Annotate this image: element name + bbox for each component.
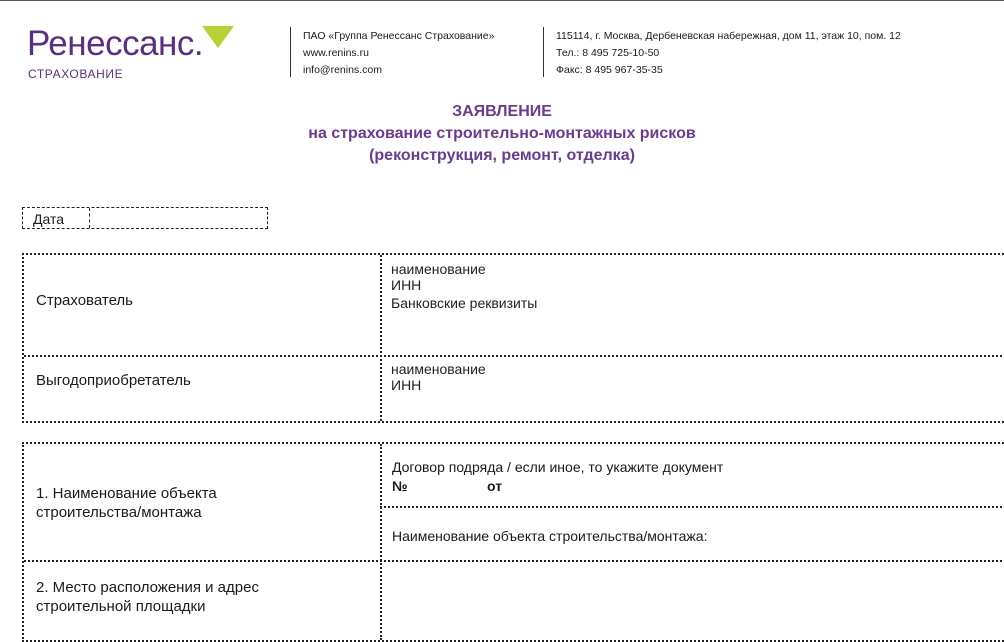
document-title: ЗАЯВЛЕНИЕ: [452, 103, 552, 120]
renaissance-logo: [27, 24, 204, 81]
date-input[interactable]: [91, 208, 267, 228]
company-email[interactable]: info@renins.com: [303, 64, 382, 76]
contract-label: Договор подряда / если иное, то укажите документ: [392, 459, 724, 475]
insurer-bank-field[interactable]: Банковские реквизиты: [391, 295, 538, 311]
location-label-line2: строительной площадки: [36, 598, 206, 615]
insurer-label: Страхователь: [36, 292, 133, 309]
beneficiary-label: Выгодоприобретатель: [36, 372, 191, 389]
phone: Тел.: 8 495 725-10-50: [556, 47, 660, 59]
column-divider: [380, 255, 382, 421]
company-info: [303, 28, 494, 79]
contract-number-row: [392, 477, 723, 496]
header-divider: [543, 27, 544, 77]
object-name-field[interactable]: Наименование объекта строительства/монтажа:: [392, 528, 708, 544]
object-label: [36, 484, 217, 522]
row-divider: [380, 506, 1004, 508]
location-input[interactable]: [382, 562, 1004, 640]
header-divider: [290, 27, 291, 77]
parties-table: [22, 253, 1004, 423]
from-label: от: [487, 478, 503, 494]
beneficiary-fields[interactable]: [391, 361, 486, 393]
company-address: [556, 28, 901, 79]
company-site[interactable]: www.renins.ru: [303, 47, 369, 59]
insurer-inn-field[interactable]: ИНН: [391, 277, 422, 293]
object-table: [22, 442, 1004, 642]
document-subtitle: на страхование строительно-монтажных рисков: [308, 125, 696, 142]
object-label-line2: строительства/монтажа: [36, 504, 202, 521]
object-label-line1: 1. Наименование объекта: [36, 485, 217, 502]
insurer-fields[interactable]: [391, 261, 537, 311]
document-subtitle-2: (реконструкция, ремонт, отделка): [369, 147, 635, 164]
address-line: 115114, г. Москва, Дербеневская набережная, дом 11, этаж 10, пом. 12: [556, 30, 901, 42]
logo-triangle-icon: [202, 26, 234, 48]
logo-subtitle: СТРАХОВАНИЕ: [28, 67, 124, 81]
location-label: [36, 578, 259, 616]
contract-field[interactable]: [392, 458, 723, 496]
logo-name: Ренессанс.: [27, 24, 204, 63]
number-sign: №: [392, 478, 408, 494]
top-rule: [0, 0, 1004, 1]
insurer-name-field[interactable]: наименование: [391, 261, 486, 277]
beneficiary-inn-field[interactable]: ИНН: [391, 377, 422, 393]
row-divider: [24, 355, 1004, 357]
location-label-line1: 2. Место расположения и адрес: [36, 579, 259, 596]
company-name: ПАО «Группа Ренессанс Страхование»: [303, 30, 495, 42]
date-label: Дата: [33, 211, 65, 227]
beneficiary-name-field[interactable]: наименование: [391, 361, 486, 377]
fax: Факс: 8 495 967-35-35: [556, 64, 663, 76]
date-field: [22, 207, 268, 229]
